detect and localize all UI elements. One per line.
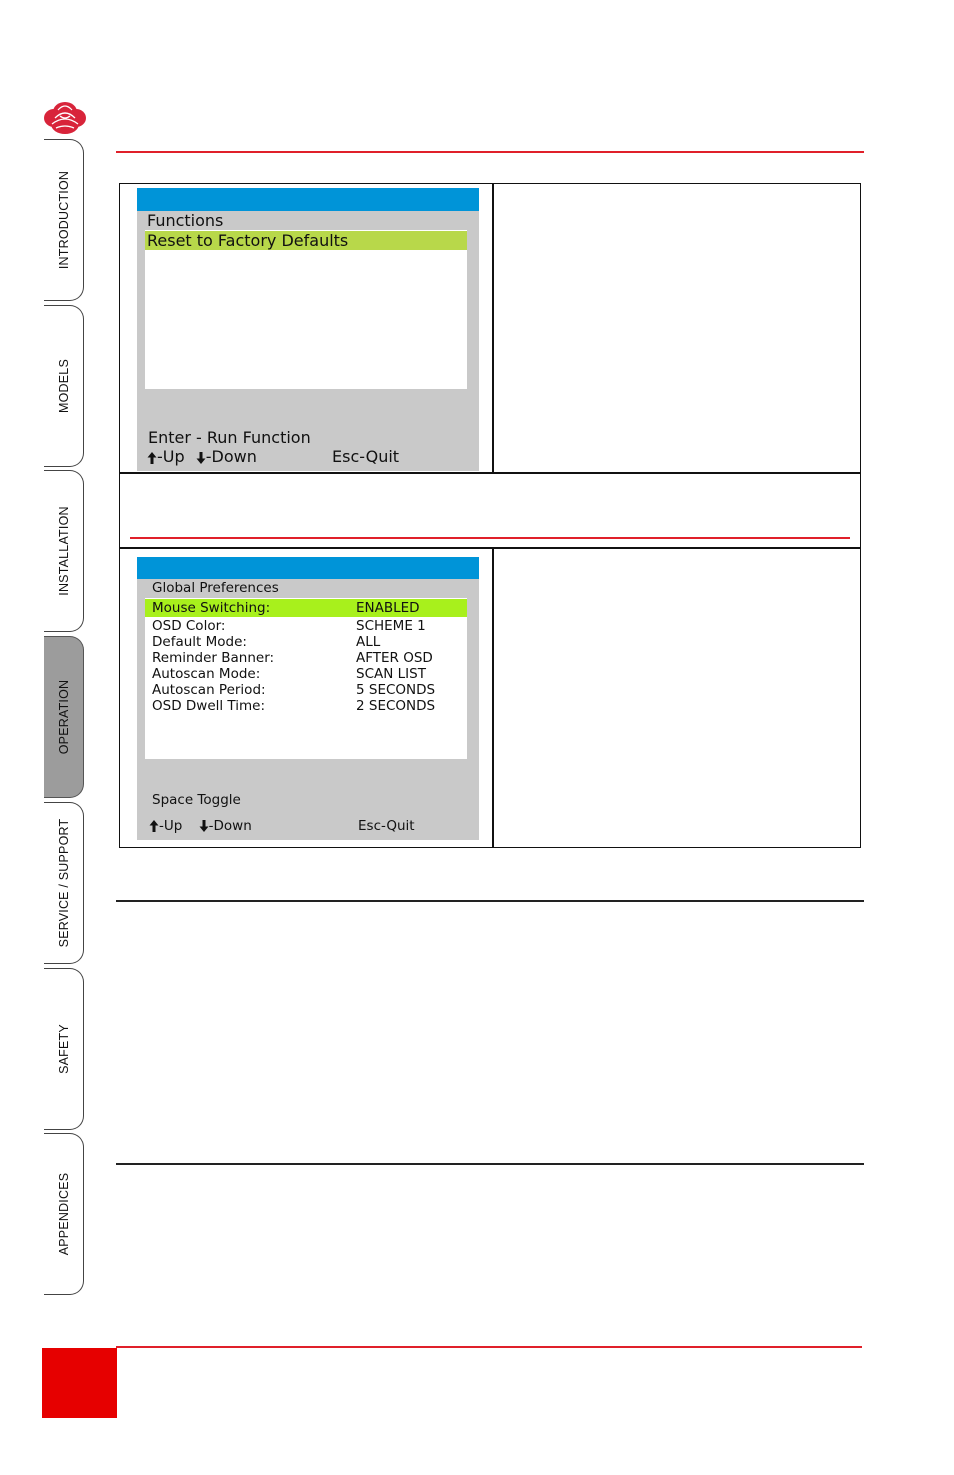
tab-models[interactable]	[44, 305, 84, 467]
tab-operation-label: OPERATION	[56, 679, 71, 755]
tab-models-label: MODELS	[56, 359, 71, 413]
pref-row-value: SCAN LIST	[356, 666, 426, 682]
header-rule	[116, 151, 864, 153]
osd-title-bar	[137, 188, 479, 211]
pref-row-label: OSD Color:	[152, 618, 226, 634]
functions-down-label: -Down	[205, 447, 257, 466]
pref-row-label: Default Mode:	[152, 634, 247, 650]
table-divider	[492, 183, 494, 473]
functions-osd-screen	[137, 188, 479, 471]
arrow-up-icon	[149, 819, 159, 833]
page-number-block	[42, 1348, 117, 1418]
arrow-up-icon	[147, 451, 157, 465]
functions-up-label: -Up	[157, 447, 185, 466]
functions-title: Functions	[147, 211, 224, 230]
tab-installation-label: INSTALLATION	[56, 506, 71, 596]
preferences-title: Global Preferences	[152, 580, 279, 596]
section-divider	[116, 1163, 864, 1165]
functions-enter-hint: Enter - Run Function	[148, 428, 311, 447]
arrow-down-icon	[196, 451, 206, 465]
arrow-down-icon	[199, 819, 209, 833]
preferences-osd-screen	[137, 557, 479, 840]
preferences-quit-label: Esc-Quit	[358, 818, 415, 834]
pref-row-label: Mouse Switching:	[152, 600, 271, 616]
preferences-up-label: -Up	[159, 818, 183, 834]
tab-service-support-label: SERVICE / SUPPORT	[56, 818, 71, 948]
tab-appendices-label: APPENDICES	[56, 1172, 71, 1256]
pref-row-label: Reminder Banner:	[152, 650, 275, 666]
pref-row-value: ENABLED	[356, 600, 420, 616]
pref-row-label: Autoscan Mode:	[152, 666, 261, 682]
rose-logo-icon	[40, 94, 90, 136]
pref-row-label: OSD Dwell Time:	[152, 698, 266, 714]
tab-appendices[interactable]	[44, 1133, 84, 1295]
preferences-toggle-hint: Space Toggle	[152, 792, 241, 808]
pref-row-label: Autoscan Period:	[152, 682, 266, 698]
tab-introduction[interactable]	[44, 139, 84, 301]
pref-row-value: 2 SECONDS	[356, 698, 436, 714]
section-divider	[116, 900, 864, 902]
preferences-down-label: -Down	[208, 818, 252, 834]
tab-safety-label: SAFETY	[56, 1024, 71, 1074]
pref-row-value: ALL	[356, 634, 381, 650]
footer-rule	[116, 1346, 862, 1348]
osd-title-bar	[137, 557, 479, 579]
pref-row-value: SCHEME 1	[356, 618, 426, 634]
pref-row-value: AFTER OSD	[356, 650, 433, 666]
functions-nav-hint	[147, 447, 257, 466]
tab-operation[interactable]	[44, 636, 84, 798]
osd-list-panel	[145, 230, 467, 389]
pref-row-value: 5 SECONDS	[356, 682, 436, 698]
tab-introduction-label: INTRODUCTION	[56, 170, 71, 270]
functions-selected-item: Reset to Factory Defaults	[147, 231, 349, 250]
table-row-divider	[119, 472, 861, 474]
section-rule	[130, 537, 850, 539]
table-row-divider	[119, 547, 861, 549]
table-divider	[492, 547, 494, 848]
tab-service-support[interactable]	[44, 802, 84, 964]
tab-safety[interactable]	[44, 968, 84, 1130]
preferences-nav-hint	[149, 818, 252, 834]
functions-quit-label: Esc-Quit	[332, 447, 400, 466]
tab-installation[interactable]	[44, 470, 84, 632]
